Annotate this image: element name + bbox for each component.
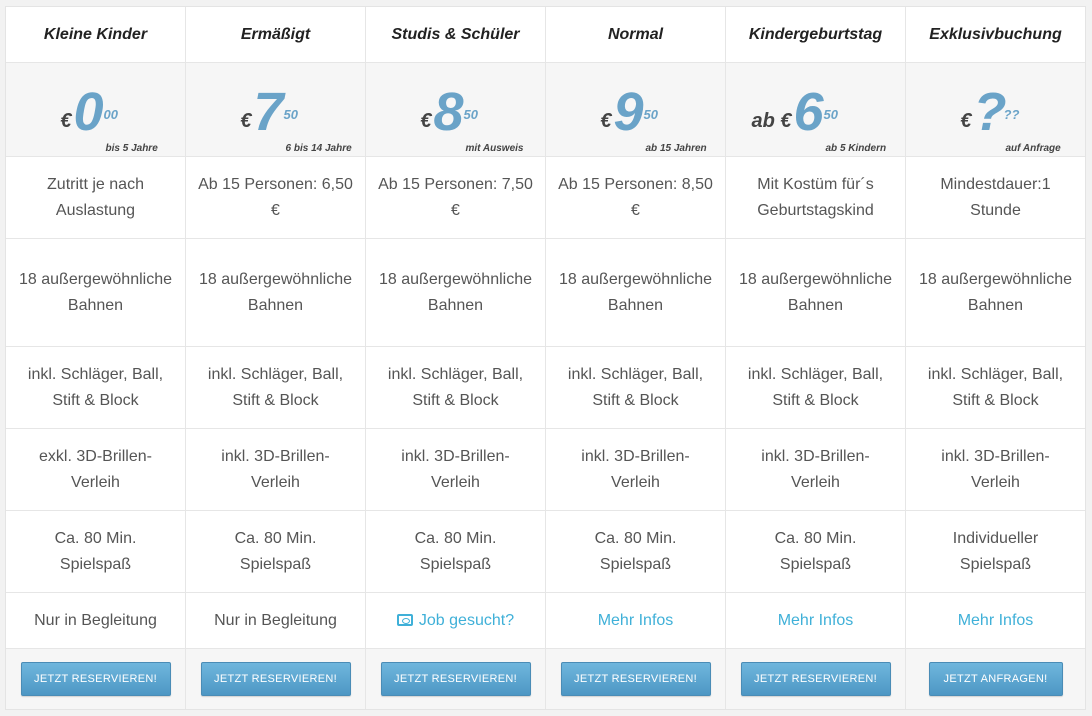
duration-info: Individueller Spielspaß xyxy=(906,511,1085,593)
group-info: Mit Kostüm für´s Geburtstagskind xyxy=(726,157,905,239)
duration-info: Ca. 80 Min. Spielspaß xyxy=(546,511,725,593)
more-info-link[interactable]: Mehr Infos xyxy=(957,611,1034,629)
equipment-info: inkl. Schläger, Ball, Stift & Block xyxy=(366,347,545,429)
more-info-link[interactable]: Mehr Infos xyxy=(597,611,674,629)
price-decimal: 50 xyxy=(823,106,838,122)
group-info: Ab 15 Personen: 6,50 € xyxy=(186,157,365,239)
reserve-button[interactable]: JETZT RESERVIEREN! xyxy=(381,662,531,696)
courses-info: 18 außergewöhnliche Bahnen xyxy=(366,239,545,347)
pricing-column-ermaessigt xyxy=(186,7,366,709)
courses-info: 18 außergewöhnliche Bahnen xyxy=(6,239,185,347)
pricing-column-normal xyxy=(546,7,726,709)
price-decimal: 50 xyxy=(283,106,298,122)
price-integer: 9 xyxy=(613,81,644,142)
currency-label: € xyxy=(240,109,252,132)
extra-info: Nur in Begleitung xyxy=(186,593,365,649)
price-note: ab 15 Jahren xyxy=(645,142,707,154)
price-integer: 6 xyxy=(793,81,824,142)
plan-title: Kleine Kinder xyxy=(6,7,185,63)
glasses-info: inkl. 3D-Brillen-Verleih xyxy=(186,429,365,511)
courses-info: 18 außergewöhnliche Bahnen xyxy=(186,239,365,347)
currency-label: € xyxy=(420,109,432,132)
price-integer: 7 xyxy=(253,81,284,142)
plan-title: Exklusivbuchung xyxy=(906,7,1085,63)
price-block xyxy=(546,63,725,157)
button-cell xyxy=(366,649,545,709)
duration-info: Ca. 80 Min. Spielspaß xyxy=(366,511,545,593)
price-decimal: ?? xyxy=(1003,106,1020,122)
equipment-info: inkl. Schläger, Ball, Stift & Block xyxy=(906,347,1085,429)
reserve-button[interactable]: JETZT RESERVIEREN! xyxy=(201,662,351,696)
price-integer: 8 xyxy=(433,81,464,142)
price-note: 6 bis 14 Jahre xyxy=(285,142,352,154)
currency-label: € xyxy=(960,109,972,132)
button-cell xyxy=(906,649,1085,709)
courses-info: 18 außergewöhnliche Bahnen xyxy=(726,239,905,347)
price-integer: ? xyxy=(973,81,1007,142)
glasses-info: inkl. 3D-Brillen-Verleih xyxy=(906,429,1085,511)
pricing-table xyxy=(5,6,1086,710)
reserve-button[interactable]: JETZT RESERVIEREN! xyxy=(741,662,891,696)
extra-info xyxy=(726,593,905,649)
job-link[interactable] xyxy=(397,608,514,634)
button-cell xyxy=(186,649,365,709)
plan-title: Studis & Schüler xyxy=(366,7,545,63)
duration-info: Ca. 80 Min. Spielspaß xyxy=(6,511,185,593)
pricing-column-kleine-kinder xyxy=(6,7,186,709)
currency-label: € xyxy=(600,109,612,132)
job-link-label: Job gesucht? xyxy=(418,611,515,629)
money-icon xyxy=(397,614,413,626)
plan-title: Kindergeburtstag xyxy=(726,7,905,63)
price-decimal: 50 xyxy=(463,106,478,122)
price-note: bis 5 Jahre xyxy=(105,142,158,154)
currency-label: € xyxy=(60,109,72,132)
plan-title: Ermäßigt xyxy=(186,7,365,63)
pricing-column-kindergeburtstag xyxy=(726,7,906,709)
price-integer: 0 xyxy=(73,81,104,142)
courses-info: 18 außergewöhnliche Bahnen xyxy=(906,239,1085,347)
glasses-info: exkl. 3D-Brillen-Verleih xyxy=(6,429,185,511)
button-cell xyxy=(726,649,905,709)
price-block xyxy=(726,63,905,157)
currency-label: ab € xyxy=(751,109,792,132)
duration-info: Ca. 80 Min. Spielspaß xyxy=(186,511,365,593)
reserve-button[interactable]: JETZT RESERVIEREN! xyxy=(21,662,171,696)
extra-info xyxy=(906,593,1085,649)
price-block xyxy=(366,63,545,157)
glasses-info: inkl. 3D-Brillen-Verleih xyxy=(546,429,725,511)
glasses-info: inkl. 3D-Brillen-Verleih xyxy=(726,429,905,511)
equipment-info: inkl. Schläger, Ball, Stift & Block xyxy=(726,347,905,429)
price-block xyxy=(186,63,365,157)
price-block xyxy=(906,63,1085,157)
extra-info: Nur in Begleitung xyxy=(6,593,185,649)
group-info: Mindestdauer:1 Stunde xyxy=(906,157,1085,239)
price-note: ab 5 Kindern xyxy=(825,142,887,154)
equipment-info: inkl. Schläger, Ball, Stift & Block xyxy=(6,347,185,429)
price-decimal: 00 xyxy=(103,106,118,122)
duration-info: Ca. 80 Min. Spielspaß xyxy=(726,511,905,593)
price-block xyxy=(6,63,185,157)
price-note: auf Anfrage xyxy=(1005,142,1061,154)
pricing-column-exklusivbuchung xyxy=(906,7,1085,709)
courses-info: 18 außergewöhnliche Bahnen xyxy=(546,239,725,347)
group-info: Zutritt je nach Auslastung xyxy=(6,157,185,239)
more-info-link[interactable]: Mehr Infos xyxy=(777,611,854,629)
extra-info xyxy=(366,593,545,649)
button-cell xyxy=(546,649,725,709)
group-info: Ab 15 Personen: 8,50 € xyxy=(546,157,725,239)
button-cell xyxy=(6,649,185,709)
extra-info xyxy=(546,593,725,649)
equipment-info: inkl. Schläger, Ball, Stift & Block xyxy=(546,347,725,429)
pricing-column-studis-schueler xyxy=(366,7,546,709)
glasses-info: inkl. 3D-Brillen-Verleih xyxy=(366,429,545,511)
group-info: Ab 15 Personen: 7,50 € xyxy=(366,157,545,239)
plan-title: Normal xyxy=(546,7,725,63)
request-button[interactable]: JETZT ANFRAGEN! xyxy=(929,662,1063,696)
reserve-button[interactable]: JETZT RESERVIEREN! xyxy=(561,662,711,696)
price-decimal: 50 xyxy=(643,106,658,122)
equipment-info: inkl. Schläger, Ball, Stift & Block xyxy=(186,347,365,429)
price-note: mit Ausweis xyxy=(465,142,524,154)
